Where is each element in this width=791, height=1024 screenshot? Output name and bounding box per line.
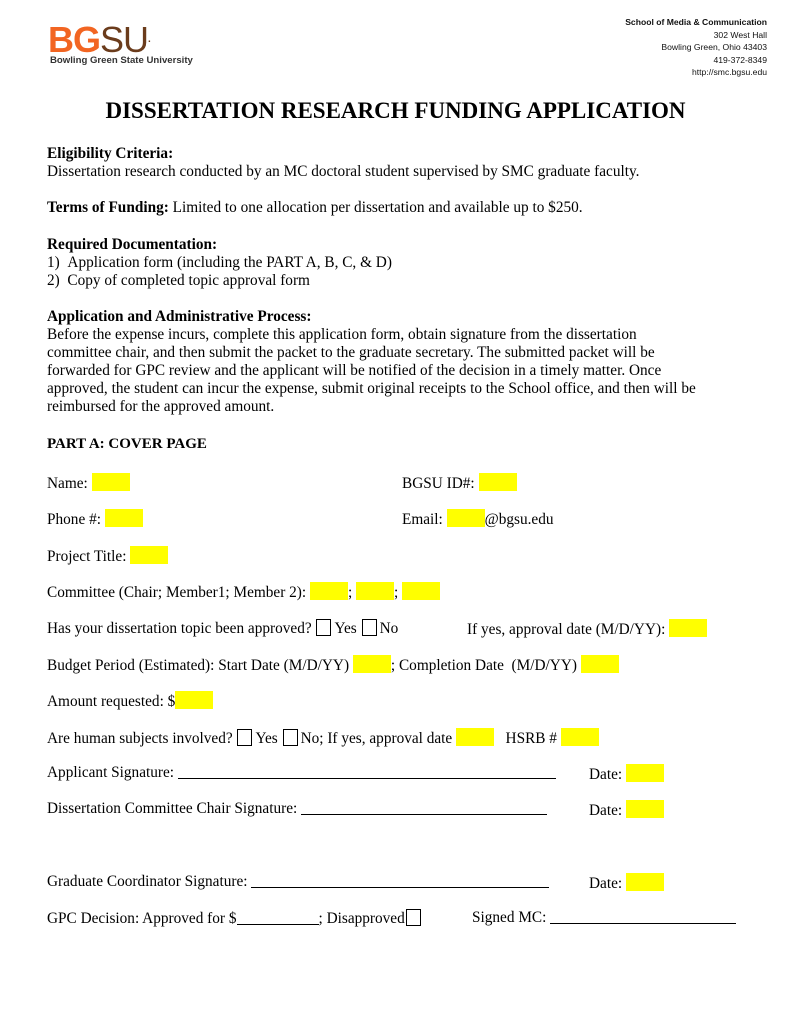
email-field[interactable] [447,509,485,527]
human-subjects-row [47,728,599,749]
bgsu-id-row [402,473,517,494]
topic-approved-row [47,619,398,639]
email-label: Email: [402,511,443,528]
process-line: Before the expense incurs, complete this application form, obtain signature from the dissertation [47,326,637,343]
coordinator-signature-row [47,873,549,892]
bgsu-logo [48,19,223,70]
human-yes-checkbox[interactable] [237,729,252,746]
budget-period-row [47,655,619,676]
part-a-heading: PART A: COVER PAGE [47,436,207,452]
no-label: No [379,620,399,637]
topic-question: Has your dissertation topic been approved? [47,620,312,637]
signed-mc-label: Signed MC: [472,909,547,926]
gpc-decision-row [47,909,424,929]
email-domain: @bgsu.edu [484,511,554,528]
process-line: reimbursed for the approved amount. [47,398,275,415]
coordinator-sig-label: Graduate Coordinator Signature: [47,873,248,890]
chair-date-field[interactable] [626,800,664,818]
separator: ; [347,584,353,601]
disapproved-label: ; Disapproved [318,910,405,927]
email-row [402,509,554,530]
required-docs-heading: Required Documentation: [47,236,218,253]
yes-label: Yes [334,620,357,637]
coordinator-date-row [589,873,664,894]
project-title-row [47,546,168,567]
eligibility-text: Dissertation research conducted by an MC doctoral student supervised by SMC graduate faculty. [47,163,640,180]
completion-date-field[interactable] [581,655,619,673]
date-label: Date: [589,802,623,819]
process-line: forwarded for GPC review and the applicant will be notified of the decision in a timely matter. Once [47,362,662,379]
date-label: Date: [589,875,623,892]
committee-member1-field[interactable] [356,582,394,600]
completion-label: ; Completion Date (M/D/YY) [390,657,577,674]
date-label: Date: [589,766,623,783]
coordinator-date-field[interactable] [626,873,664,891]
logo-university-name: Bowling Green State University [50,55,193,66]
committee-row [47,582,440,603]
committee-chair-field[interactable] [310,582,348,600]
yes-label: Yes [255,730,278,747]
human-question: Are human subjects involved? [47,730,233,747]
phone-row [47,509,143,530]
project-title-label: Project Title: [47,548,127,565]
phone-field[interactable] [105,509,143,527]
applicant-signature-line[interactable] [178,764,556,779]
logo-wordmark: BGSU. [48,19,150,60]
start-date-field[interactable] [353,655,391,673]
applicant-date-row [589,764,664,785]
name-label: Name: [47,475,88,492]
approval-date-row [467,619,707,640]
school-name: School of Media & Communication [625,17,767,27]
project-title-field[interactable] [130,546,168,564]
process-line: committee chair, and then submit the packet to the graduate secretary. The submitted packet will be [47,344,655,361]
human-approval-date-field[interactable] [456,728,494,746]
name-field[interactable] [92,473,130,491]
amount-row [47,691,213,712]
bgsu-id-label: BGSU ID#: [402,475,475,492]
hsrb-field[interactable] [561,728,599,746]
gpc-label: GPC Decision: Approved for $ [47,910,237,927]
chair-signature-line[interactable] [301,800,547,815]
amount-field[interactable] [175,691,213,709]
committee-label: Committee (Chair; Member1; Member 2): [47,584,307,601]
terms-text: Limited to one allocation per dissertation and available up to $250. [168,199,583,216]
chair-date-row [589,800,664,821]
committee-member2-field[interactable] [402,582,440,600]
gpc-amount-line[interactable] [237,910,319,925]
process-line: approved, the student can incur the expense, submit original receipts to the School office, and then will be [47,380,696,397]
applicant-date-field[interactable] [626,764,664,782]
name-row [47,473,130,494]
eligibility-heading: Eligibility Criteria: [47,145,174,162]
terms-of-funding [47,199,583,218]
required-doc-item: 1) Application form (including the PART A, B, C, & D) [47,254,392,271]
coordinator-signature-line[interactable] [251,873,549,888]
disapproved-checkbox[interactable] [406,909,421,926]
signed-mc-row [472,909,736,928]
separator: ; [394,584,399,601]
signed-mc-line[interactable] [550,909,736,924]
address-phone: 419-372-8349 [713,54,767,65]
chair-signature-row [47,800,547,819]
address-block [625,16,767,79]
amount-label: Amount requested: $ [47,693,176,710]
human-no-label: No; If yes, approval date [300,730,453,747]
required-doc-item: 2) Copy of completed topic approval form [47,272,310,289]
approval-date-label: If yes, approval date (M/D/YY): [467,621,666,638]
address-url[interactable]: http://smc.bgsu.edu [692,67,767,78]
applicant-sig-label: Applicant Signature: [47,764,175,781]
page-title: DISSERTATION RESEARCH FUNDING APPLICATION [105,98,686,123]
approval-date-field[interactable] [669,619,707,637]
address-city: Bowling Green, Ohio 43403 [661,42,767,53]
chair-sig-label: Dissertation Committee Chair Signature: [47,800,298,817]
budget-start-label: Budget Period (Estimated): Start Date (M/D/YY) [47,657,350,674]
applicant-signature-row [47,764,556,783]
address-street: 302 West Hall [713,29,767,40]
hsrb-label: HSRB # [505,730,557,747]
terms-label: Terms of Funding: [47,199,169,216]
bgsu-id-field[interactable] [479,473,517,491]
process-heading: Application and Administrative Process: [47,308,312,325]
human-no-checkbox[interactable] [283,729,298,746]
topic-no-checkbox[interactable] [362,619,377,636]
phone-label: Phone #: [47,511,101,528]
topic-yes-checkbox[interactable] [316,619,331,636]
